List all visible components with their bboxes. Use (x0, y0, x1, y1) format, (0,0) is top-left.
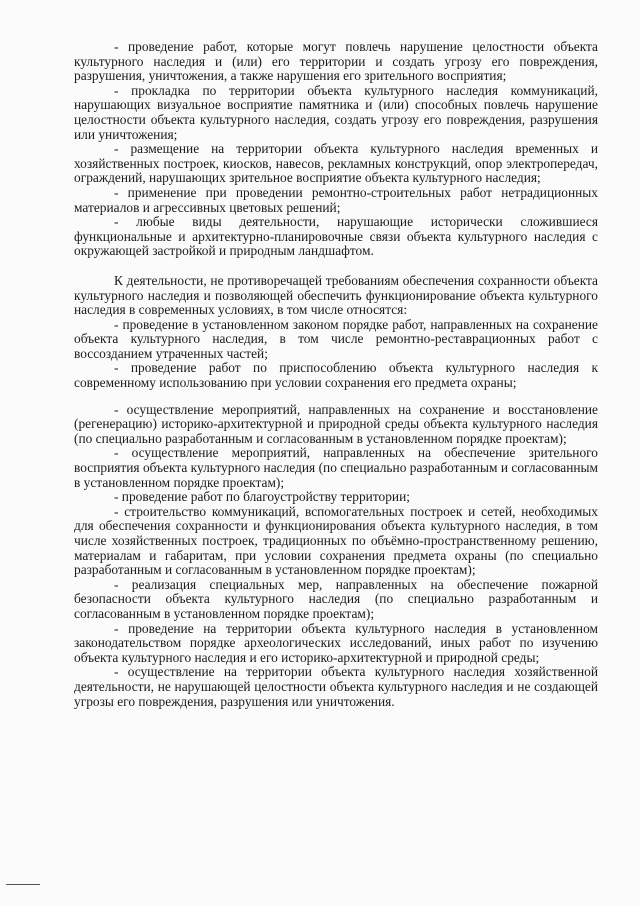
list-item: - осуществление мероприятий, направленных на сохранение и восстановление (регенерацию) историко-архитектурной и природной среды объекта культурного наследия (по специально разработанным и согласованным в установленном порядке проектам); (74, 401, 598, 446)
list-item: - применение при проведении ремонтно-строительных работ нетрадиционных материалов и агрессивных цветовых решений; (74, 184, 598, 215)
permitted-activities-intro: К деятельности, не противоречащей требованиям обеспечения сохранности объекта культурного наследия и позволяющей обеспечить функционирование объекта культурного наследия в современных условиях, в том числе относятся: (74, 272, 598, 318)
list-item: - проведение работ, которые могут повлечь нарушение целостности объекта культурного наследия и (или) его территории и создать угрозу его повреждения, разрушения, уничтожения, а также нарушения его зрительного восприятия; (74, 39, 598, 84)
document-body (74, 40, 598, 709)
footer-divider (6, 884, 40, 885)
list-item: - любые виды деятельности, нарушающие исторически сложившиеся функциональные и архитектурно-планировочные связи объекта культурного наследия с окружающей застройкой и природным ландшафтом. (74, 214, 598, 259)
list-item: - проведение работ по приспособлению объекта культурного наследия к современному использованию при условии сохранения его предмета охраны; (74, 360, 598, 391)
list-item: - размещение на территории объекта культурного наследия временных и хозяйственных построек, киосков, навесов, рекламных конструкций, опор электропередач, ограждений, нарушающих зрительное восприятие объекта культурного наследия; (74, 141, 598, 186)
list-item: - строительство коммуникаций, вспомогательных построек и сетей, необходимых для обеспечения сохранности и функционирования объекта культурного наследия, в том числе хозяйственных построек, традиционных по объёмно-пространственному решению, материалам и габаритам, при условии сохранения предмета охраны (по специально разработанным и согласованным в установленном порядке проектам); (74, 503, 598, 578)
list-item: - проведение работ по благоустройству территории; (114, 489, 410, 505)
permitted-activities-list-part-2 (74, 403, 598, 709)
permitted-activities-list-part-1 (74, 318, 598, 391)
list-item: - реализация специальных мер, направленных на обеспечение пожарной безопасности объекта культурного наследия (по специально разработанным и согласованным в установленном порядке проектам); (74, 576, 598, 621)
prohibited-activities-list (74, 40, 598, 259)
list-item: - осуществление мероприятий, направленных на обеспечение зрительного восприятия объекта культурного наследия (по специально разработанным и согласованным в установленном порядке проектам); (74, 445, 598, 490)
list-item: - проведение в установленном законом порядке работ, направленных на сохранение объекта культурного наследия, в том числе ремонтно-реставрационных работ с воссозданием утраченных частей; (74, 316, 598, 361)
list-item: - проведение на территории объекта культурного наследия в установленном законодательством порядке археологических исследований, иных работ по изучению объекта культурного наследия и его историко-архитектурной и природной среды; (74, 620, 598, 665)
list-item: - прокладка по территории объекта культурного наследия коммуникаций, нарушающих визуальное восприятие памятника и (или) способных повлечь нарушение целостности объекта культурного наследия, создать угрозу его повреждения, разрушения или уничтожения; (74, 82, 598, 142)
list-item: - осуществление на территории объекта культурного наследия хозяйственной деятельности, не нарушающей целостности объекта культурного наследия и не создающей угрозы его повреждения, разрушения или уничтожения. (74, 664, 598, 709)
